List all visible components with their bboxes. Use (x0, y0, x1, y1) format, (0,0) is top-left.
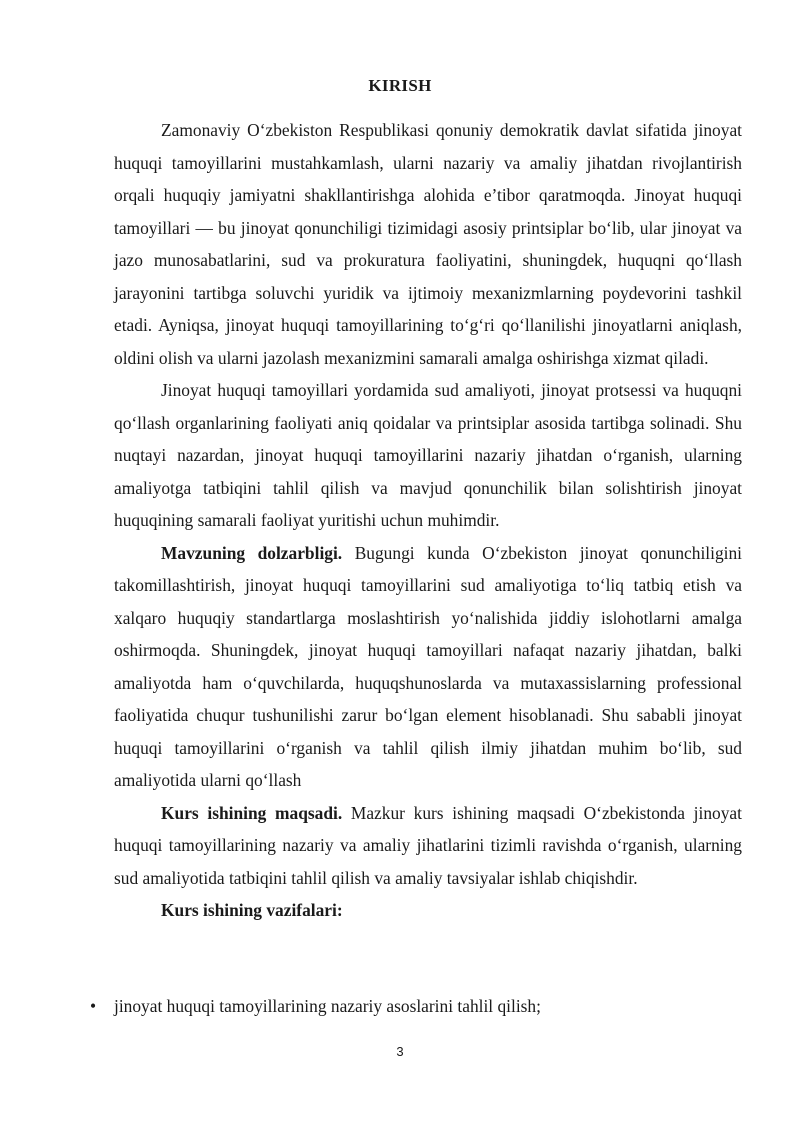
paragraph-relevance (114, 537, 742, 797)
paragraph-goal (114, 797, 742, 895)
goal-text: Mazkur kurs ishining maqsadi O‘zbekistonda jinoyat huquqi tamoyillarining nazariy va amaliy jihatlarini tizimli ravishda o‘rganish, ularning sud amaliyotida tatbiqini tahlil qilish va amaliy tavsiyalar ishlab chiqishdir. (114, 802, 742, 888)
paragraph-intro: Zamonaviy O‘zbekiston Respublikasi qonuniy demokratik davlat sifatida jinoyat huquqi tamoyillarini mustahkamlash, ularni nazariy va amaliy jihatdan rivojlantirish orqali huquqiy jamiyatni shakllantirishga alohida e’tibor qaratmoqda. Jinoyat huquqi tamoyillari — bu jinoyat qonunchiligi tizimidagi asosiy printsiplar bo‘lib, ular jinoyat va jazo munosabatlarini, sud va prokuratura faoliyatini, shuningdek, huquqni qo‘llash jarayonini tartibga soluvchi yuridik va ijtimoiy mexanizmlarning poydevorini tashkil etadi. Ayniqsa, jinoyat huquqi tamoyillarining to‘g‘ri qo‘llanilishi jinoyatlarni aniqlash, oldini olish va ularni jazolash mexanizmini samarali amalga oshirishga xizmat qiladi. (114, 120, 742, 368)
page-title: KIRISH (368, 76, 432, 95)
relevance-text: Bugungi kunda O‘zbekiston jinoyat qonunchiligini takomillashtirish, jinoyat huquqi tamoyillarini sud amaliyotiga to‘liq tatbiq etish va xalqaro huquqiy standartlarga moslashtirish yo‘nalishida jiddiy islohotlarni amalga oshirmoqda. Shuningdek, jinoyat huquqi tamoyillari nafaqat nazariy jihatdan, balki amaliyotda ham o‘quvchilarda, huquqshunoslarda va mutaxassislarning professional faoliyatida chuqur tushunilishi zarur bo‘lgan element hisoblanadi. Shu sababli jinoyat huquqi tamoyillarini o‘rganish va tahlil qilish ilmiy jihatdan muhim bo‘lib, sud amaliyotida ularni qo‘llash (114, 542, 742, 790)
page-number: 3 (396, 1044, 404, 1059)
relevance-heading: Mavzuning dolzarbligi. (161, 542, 343, 563)
bullet-icon: • (90, 996, 97, 1016)
list-item-text: jinoyat huquqi tamoyillarining nazariy asoslarini tahlil qilish; (114, 996, 541, 1016)
document-body (114, 114, 742, 927)
tasks-heading: Kurs ishining vazifalari: (161, 900, 343, 920)
goal-heading: Kurs ishining maqsadi. (161, 802, 343, 823)
paragraph-principles: Jinoyat huquqi tamoyillari yordamida sud amaliyoti, jinoyat protsessi va huquqni qo‘llash organlarining faoliyati aniq qoidalar va printsiplar asosida tartibga solinadi. Shu nuqtayi nazardan, jinoyat huquqi tamoyillarini nazariy jihatdan o‘rganish, ularning amaliyotga tatbiqini tahlil qilish va mavjud qonunchilik bilan solishtirish jinoyat huquqining samarali faoliyat yuritishi uchun muhimdir. (114, 380, 742, 530)
paragraph-tasks (114, 894, 742, 927)
